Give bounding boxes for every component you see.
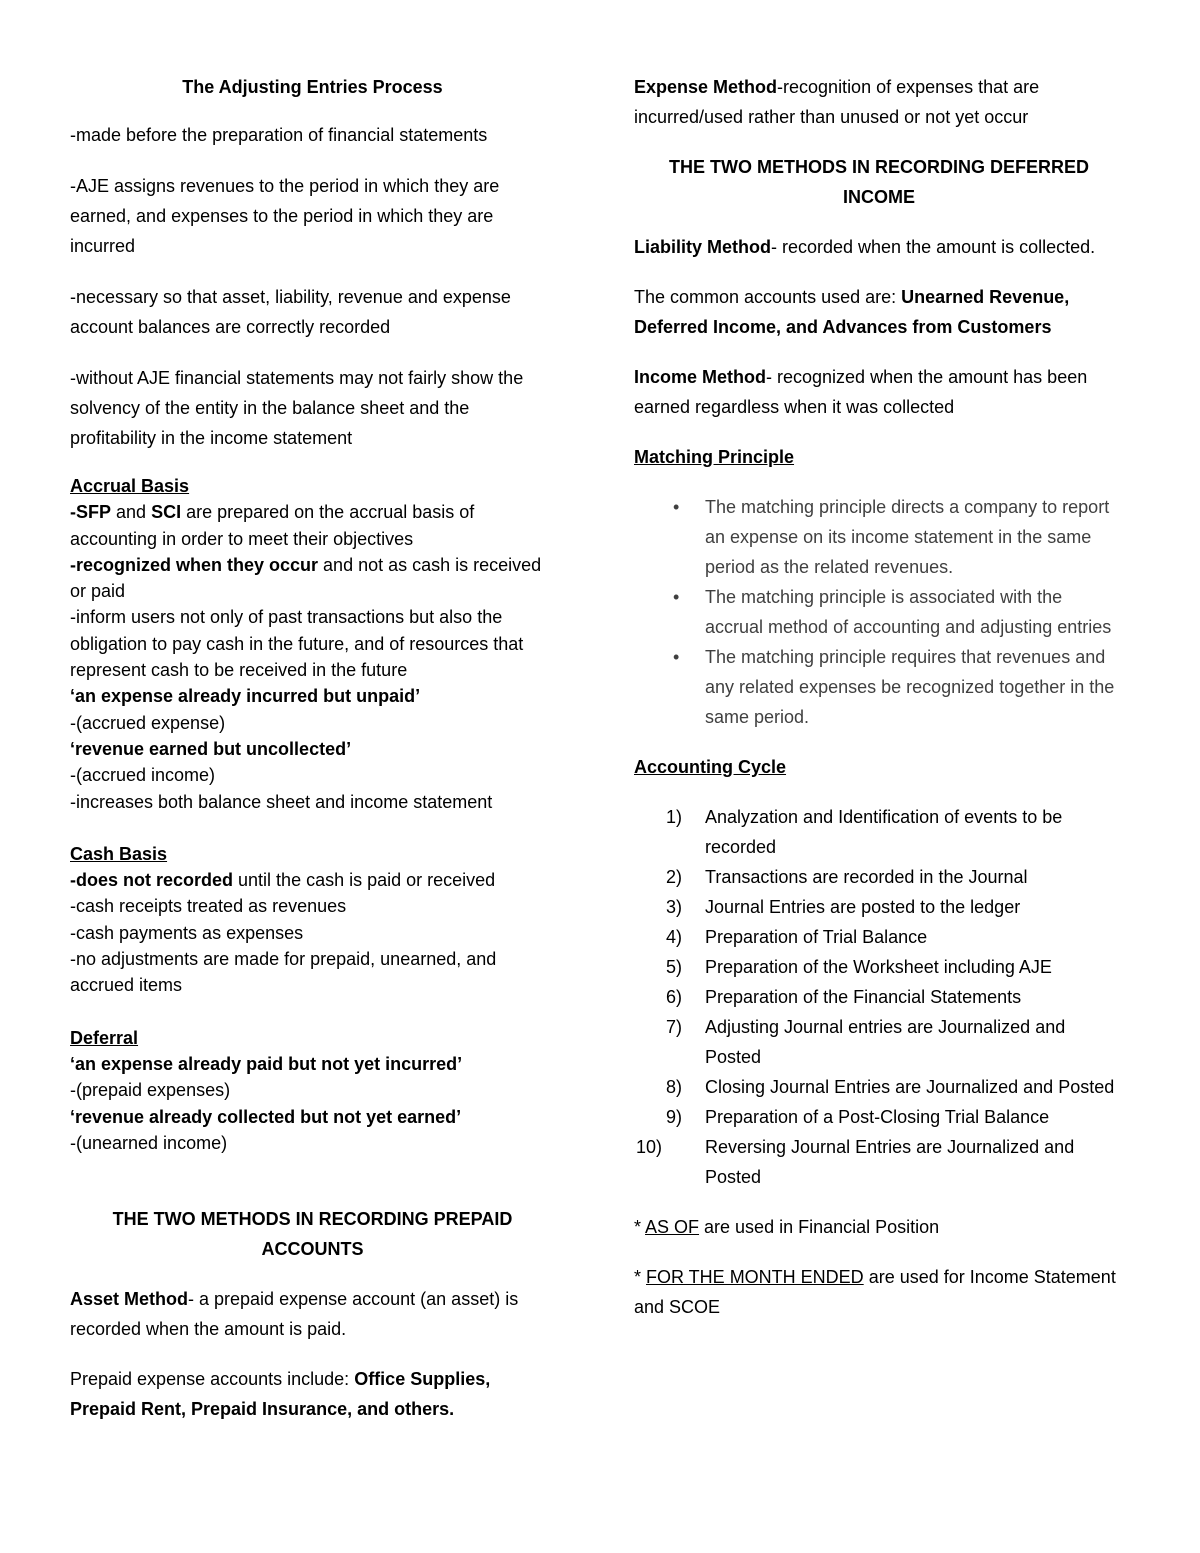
cash-heading: Cash Basis bbox=[70, 843, 168, 864]
accrual-quote-1: ‘an expense already incurred but unpaid’ bbox=[70, 686, 421, 707]
list-item: 5) Preparation of the Worksheet including AJE bbox=[666, 957, 1052, 977]
note-month-ended: * FOR THE MONTH ENDED are used for Income Statement and SCOE bbox=[634, 1267, 1116, 1317]
list-item: 7) Adjusting Journal entries are Journalized and Posted bbox=[666, 1017, 1066, 1067]
bullet-icon: • bbox=[673, 587, 680, 607]
cash-line-3: -cash payments as expenses bbox=[70, 922, 304, 943]
intro-para-1: -made before the preparation of financial statements bbox=[70, 125, 488, 145]
deferral-section bbox=[70, 1025, 555, 1156]
accrual-line-4: -increases both balance sheet and income statement bbox=[70, 791, 493, 812]
accrual-section bbox=[70, 473, 555, 815]
deferred-heading: THE TWO METHODS IN RECORDING DEFERRED INCOME bbox=[668, 157, 1089, 207]
list-item: 9) Preparation of a Post-Closing Trial Balance bbox=[666, 1107, 1050, 1127]
list-item: 3) Journal Entries are posted to the ledger bbox=[666, 897, 1021, 917]
list-item: 10) Reversing Journal Entries are Journalized and Posted bbox=[636, 1137, 1075, 1187]
bullet-icon: • bbox=[673, 647, 680, 667]
cash-line-1: -does not recorded until the cash is paid or received bbox=[70, 870, 496, 891]
accrual-line-3: -inform users not only of past transactions but also the obligation to pay cash in the future, and of resources that represent cash to be received in the future bbox=[70, 607, 524, 681]
prepaid-section bbox=[70, 1204, 555, 1424]
cycle-list bbox=[634, 802, 1124, 1192]
matching-heading: Matching Principle bbox=[634, 447, 795, 467]
prepaid-accounts: Prepaid expense accounts include: Office Supplies, Prepaid Rent, Prepaid Insurance, and others. bbox=[70, 1369, 491, 1420]
expense-method: Expense Method-recognition of expenses that are incurred/used rather than unused or not yet occur bbox=[634, 77, 1040, 127]
cycle-section bbox=[634, 752, 1124, 1192]
cycle-heading: Accounting Cycle bbox=[634, 757, 787, 777]
left-column bbox=[70, 72, 555, 1424]
deferral-paren-2: -(unearned income) bbox=[70, 1132, 228, 1153]
list-item: • The matching principle requires that revenues and any related expenses be recognized together in the same period. bbox=[634, 642, 1124, 732]
accrual-paren-2: -(accrued income) bbox=[70, 765, 216, 786]
deferral-heading: Deferral bbox=[70, 1027, 139, 1048]
list-item: 8) Closing Journal Entries are Journalized and Posted bbox=[666, 1077, 1115, 1097]
page-title: The Adjusting Entries Process bbox=[182, 77, 443, 97]
cash-section bbox=[70, 841, 555, 999]
intro-para-2: -AJE assigns revenues to the period in which they are earned, and expenses to the period in which they are incurred bbox=[70, 176, 500, 256]
intro-para-4: -without AJE financial statements may not fairly show the solvency of the entity in the balance sheet and the profitability in the income statement bbox=[70, 368, 524, 448]
matching-list bbox=[634, 492, 1124, 732]
accrual-line-2: -recognized when they occur and not as cash is received or paid bbox=[70, 554, 542, 602]
prepaid-heading: THE TWO METHODS IN RECORDING PREPAID ACCOUNTS bbox=[112, 1209, 513, 1260]
list-item: • The matching principle is associated with the accrual method of accounting and adjusting entries bbox=[634, 582, 1124, 642]
accrual-paren-1: -(accrued expense) bbox=[70, 712, 226, 733]
list-item: 6) Preparation of the Financial Statements bbox=[666, 987, 1022, 1007]
cash-line-2: -cash receipts treated as revenues bbox=[70, 896, 347, 917]
asset-method: Asset Method- a prepaid expense account (an asset) is recorded when the amount is paid. bbox=[70, 1289, 519, 1340]
list-item: 1) Analyzation and Identification of events to be recorded bbox=[666, 807, 1063, 857]
income-method: Income Method- recognized when the amount has been earned regardless when it was collected bbox=[634, 367, 1088, 417]
right-column bbox=[634, 72, 1124, 1322]
list-item: 4) Preparation of Trial Balance bbox=[666, 927, 928, 947]
accrual-heading: Accrual Basis bbox=[70, 476, 190, 496]
accrual-quote-2: ‘revenue earned but uncollected’ bbox=[70, 738, 352, 759]
matching-section bbox=[634, 442, 1124, 732]
bullet-icon: • bbox=[673, 497, 680, 517]
deferred-section bbox=[634, 152, 1124, 422]
deferral-quote-2: ‘revenue already collected but not yet earned’ bbox=[70, 1106, 462, 1127]
common-accounts: The common accounts used are: Unearned Revenue, Deferred Income, and Advances from Customers bbox=[634, 287, 1070, 337]
cash-line-4: -no adjustments are made for prepaid, unearned, and accrued items bbox=[70, 949, 497, 996]
list-item: • The matching principle directs a company to report an expense on its income statement in the same period as the related revenues. bbox=[634, 492, 1124, 582]
list-item: 2) Transactions are recorded in the Journal bbox=[666, 867, 1028, 887]
intro-para-3: -necessary so that asset, liability, revenue and expense account balances are correctly recorded bbox=[70, 287, 511, 337]
note-as-of: * AS OF are used in Financial Position bbox=[634, 1217, 940, 1237]
deferral-quote-1: ‘an expense already paid but not yet incurred’ bbox=[70, 1053, 463, 1074]
deferral-paren-1: -(prepaid expenses) bbox=[70, 1080, 231, 1101]
accrual-line-1: -SFP and SCI are prepared on the accrual basis of accounting in order to meet their objectives bbox=[70, 502, 475, 549]
liability-method: Liability Method- recorded when the amount is collected. bbox=[634, 237, 1096, 257]
